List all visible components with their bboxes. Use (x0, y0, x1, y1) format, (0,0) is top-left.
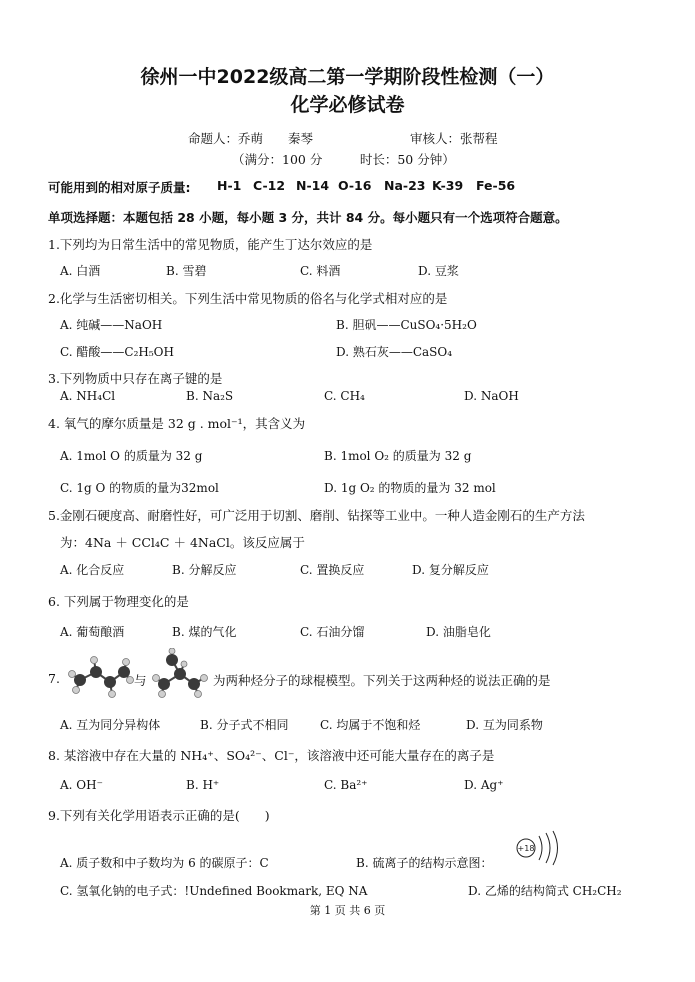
q2-option-a: A. 纯碱——NaOH (60, 318, 163, 332)
q6-option-c: C. 石油分馏 (300, 625, 365, 639)
q8-option-d: D. Ag⁺ (464, 778, 504, 792)
question-9-stem: 9.下列有关化学用语表示正确的是( ) (48, 808, 270, 823)
isobutane-ball-stick-model (150, 648, 212, 698)
question-3-stem: 3.下列物质中只存在离子键的是 (48, 371, 223, 386)
exam-score-time: （满分：100 分 时长：50 分钟） (232, 152, 455, 167)
question-7-number: 7. (48, 671, 60, 686)
q5-option-a: A. 化合反应 (60, 563, 125, 577)
q7-option-d: D. 互为同系物 (466, 718, 543, 732)
q5-option-c: C. 置换反应 (300, 563, 365, 577)
q9-option-d: D. 乙烯的结构简式 CH₂CH₂ (468, 884, 622, 898)
q1-option-b: B. 雪碧 (166, 264, 207, 278)
q4-option-d: D. 1g O₂ 的物质的量为 32 mol (324, 481, 496, 495)
q4-option-a: A. 1mol O 的质量为 32 g (60, 449, 203, 463)
question-2-stem: 2.化学与生活密切相关。下列生活中常见物质的俗名与化学式相对应的是 (48, 291, 448, 306)
atomic-mass-k: K-39 (432, 178, 464, 193)
page-number: 第 1 页 共 6 页 (309, 904, 386, 917)
q3-option-d: D. NaOH (464, 389, 519, 403)
q2-option-c: C. 醋酸——C₂H₅OH (60, 345, 174, 359)
section-instruction: 单项选择题：本题包括 28 小题，每小题 3 分，共计 84 分。每小题只有一个选项符合题意。 (48, 210, 568, 225)
q9-option-c: C. 氢氧化钠的电子式：!Undefined Bookmark, EQ NA (60, 884, 368, 898)
question-8-stem: 8. 某溶液中存在大量的 NH₄⁺、SO₄²⁻、Cl⁻，该溶液中还可能大量存在的离子是 (48, 748, 495, 763)
q1-option-a: A. 白酒 (60, 264, 101, 278)
q1-option-c: C. 料酒 (300, 264, 341, 278)
question-6-stem: 6. 下列属于物理变化的是 (48, 594, 189, 609)
q7-option-b: B. 分子式不相同 (200, 718, 289, 732)
question-5-stem-line2: 为：4Na ＋ CCl₄C ＋ 4NaCl。该反应属于 (60, 535, 305, 550)
exam-title-line2: 化学必修试卷 (290, 94, 405, 116)
q2-option-d: D. 熟石灰——CaSO₄ (336, 345, 453, 359)
question-7-and: 与 (134, 673, 147, 688)
atomic-mass-na: Na-23 (384, 178, 426, 193)
q4-option-b: B. 1mol O₂ 的质量为 32 g (324, 449, 472, 463)
q4-option-c: C. 1g O 的物质的量为32mol (60, 481, 219, 495)
q8-option-c: C. Ba²⁺ (324, 778, 368, 792)
sulfide-ion-structure-diagram (514, 830, 564, 866)
q5-option-d: D. 复分解反应 (412, 563, 489, 577)
question-5-stem: 5.金刚石硬度高、耐磨性好，可广泛用于切割、磨削、钻探等工业中。一种人造金刚石的生产方法 (48, 508, 585, 523)
butane-ball-stick-model (66, 654, 134, 698)
q9-option-a: A. 质子数和中子数均为 6 的碳原子：C (60, 856, 269, 870)
q6-option-b: B. 煤的气化 (172, 625, 237, 639)
q8-option-b: B. H⁺ (186, 778, 220, 792)
atomic-mass-o: O-16 (338, 178, 372, 193)
q3-option-b: B. Na₂S (186, 389, 234, 403)
q2-option-b: B. 胆矾——CuSO₄·5H₂O (336, 318, 477, 332)
q7-option-a: A. 互为同分异构体 (60, 718, 161, 732)
q7-option-c: C. 均属于不饱和烃 (320, 718, 421, 732)
atomic-mass-fe: Fe-56 (476, 178, 516, 193)
q1-option-d: D. 豆浆 (418, 264, 459, 278)
q9-option-b: B. 硫离子的结构示意图： (356, 856, 493, 870)
atomic-mass-n: N-14 (296, 178, 330, 193)
q8-option-a: A. OH⁻ (60, 778, 103, 792)
q6-option-a: A. 葡萄酿酒 (60, 625, 125, 639)
exam-title-line1: 徐州一中2022级高二第一学期阶段性检测（一） (140, 66, 555, 88)
exam-reviewer: 审核人：张帮程 (410, 131, 498, 146)
question-1-stem: 1.下列均为日常生活中的常见物质，能产生丁达尔效应的是 (48, 237, 373, 252)
question-7-stem: 为两种烃分子的球棍模型。下列关于这两种烃的说法正确的是 (213, 673, 551, 688)
atomic-mass-h: H-1 (217, 178, 242, 193)
q3-option-c: C. CH₄ (324, 389, 365, 403)
question-4-stem: 4. 氧气的摩尔质量是 32 g . mol⁻¹，其含义为 (48, 416, 306, 431)
atomic-mass-c: C-12 (253, 178, 286, 193)
q6-option-d: D. 油脂皂化 (426, 625, 491, 639)
exam-authors: 命题人：乔萌 秦琴 (188, 131, 314, 146)
q5-option-b: B. 分解反应 (172, 563, 237, 577)
q3-option-a: A. NH₄Cl (60, 389, 116, 403)
nucleus-charge-label: +18 (517, 844, 535, 853)
atomic-mass-label: 可能用到的相对原子质量: (48, 180, 191, 195)
